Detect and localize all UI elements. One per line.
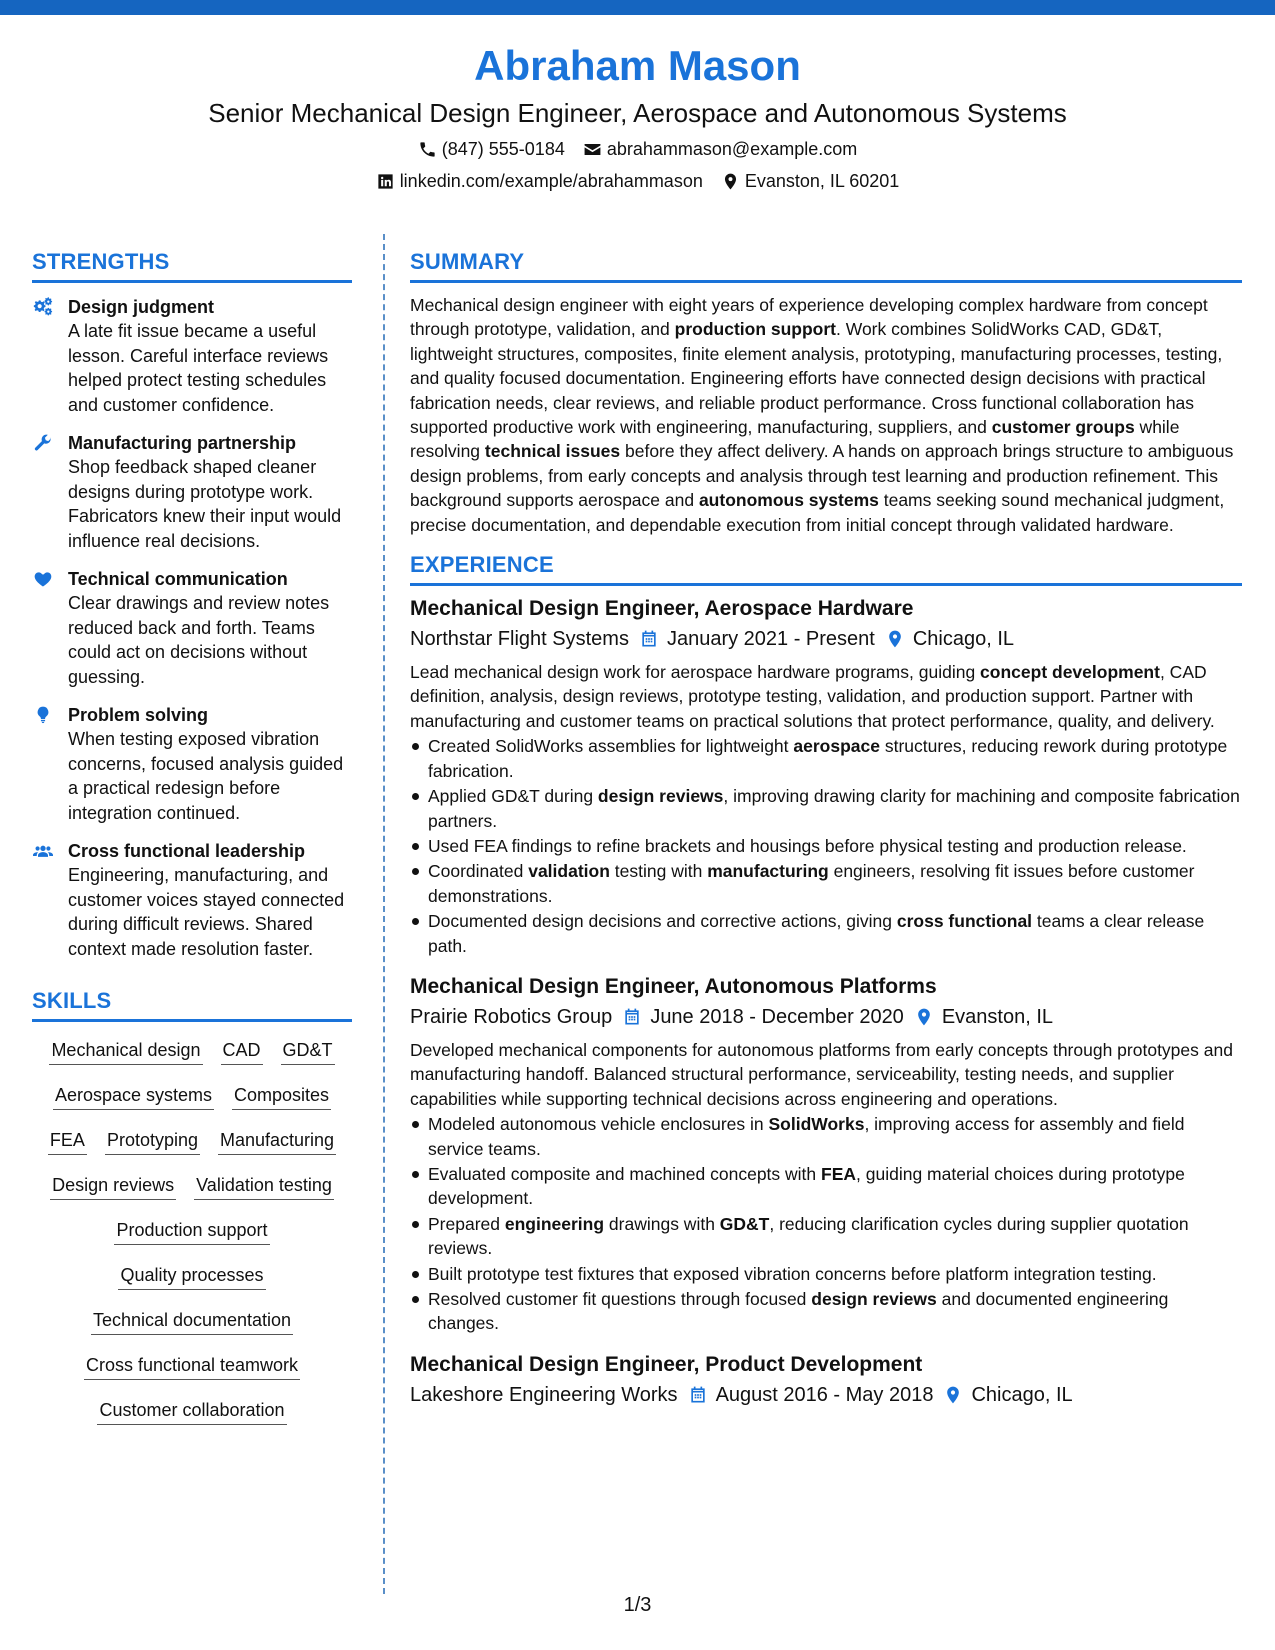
- bold-keyword: GD&T: [719, 1213, 770, 1234]
- users-icon: [32, 841, 54, 861]
- text-run: structures, reducing rework during prototype fabrication.: [428, 736, 1228, 781]
- strength-item: [32, 295, 352, 417]
- text-run: testing with: [609, 861, 708, 882]
- map-pin-icon: [885, 629, 905, 649]
- skill-tag: Customer collaboration: [97, 1398, 286, 1425]
- bold-keyword: manufacturing: [707, 861, 829, 882]
- job-dates-text: January 2021 - Present: [666, 628, 875, 651]
- location-text: Evanston, IL 60201: [744, 171, 900, 191]
- strength-body: [68, 567, 352, 689]
- text-run: Evaluated composite and machined concepts with: [428, 1163, 822, 1184]
- strength-description: A late fit issue became a useful lesson. Careful interface reviews helped protect testing schedules and customer confidence.: [68, 321, 329, 415]
- linkedin-icon: [376, 172, 395, 191]
- bold-keyword: engineering: [504, 1213, 605, 1234]
- strength-item: [32, 703, 352, 825]
- job-description: [410, 1038, 1242, 1111]
- strength-description: When testing exposed vibration concerns, focused analysis guided a practical redesign before integration continued.: [68, 729, 344, 823]
- bold-keyword: autonomous systems: [698, 490, 879, 511]
- linkedin-text[interactable]: linkedin.com/example/abrahammason: [399, 171, 703, 191]
- strength-item: [32, 431, 352, 553]
- job-bullets: [410, 734, 1242, 958]
- top-accent-bar: [0, 0, 1275, 15]
- skills-heading: SKILLS: [32, 987, 352, 1022]
- job-dates: [688, 1380, 934, 1410]
- bold-keyword: design reviews: [811, 1289, 937, 1309]
- skill-tag: GD&T: [281, 1038, 335, 1065]
- strength-title: Problem solving: [68, 705, 209, 725]
- text-run: , reducing clarification cycles during supplier quotation reviews.: [428, 1213, 1189, 1259]
- envelope-icon: [583, 140, 602, 159]
- strength-icon-wrap: [32, 567, 58, 689]
- bold-keyword: customer groups: [991, 417, 1135, 438]
- strength-item: [32, 567, 352, 689]
- linkedin-contact[interactable]: [376, 168, 703, 194]
- job-dates: [639, 624, 875, 654]
- gears-icon: [32, 297, 54, 317]
- job-title: Mechanical Design Engineer, Aerospace Hardware: [410, 597, 914, 621]
- experience-list: [410, 594, 1242, 1410]
- map-pin-icon: [914, 1007, 934, 1027]
- bullet-item: [410, 1212, 1242, 1261]
- calendar-icon: [639, 629, 659, 649]
- bullet-item: [410, 784, 1242, 833]
- strengths-heading: STRENGTHS: [32, 248, 352, 283]
- skill-tag: Technical documentation: [91, 1308, 293, 1335]
- skill-tag: Manufacturing: [218, 1128, 336, 1155]
- strengths-list: [32, 295, 352, 961]
- skills-list: [32, 1038, 352, 1425]
- location-contact: [721, 168, 899, 194]
- bullet-item: [410, 834, 1242, 858]
- job-location: [885, 624, 1014, 654]
- strength-body: [68, 431, 352, 553]
- skill-tag: CAD: [221, 1038, 263, 1065]
- calendar-icon: [622, 1007, 642, 1027]
- strength-title: Design judgment: [68, 297, 215, 317]
- skill-tag: Prototyping: [105, 1128, 200, 1155]
- summary-heading: SUMMARY: [410, 248, 1242, 283]
- email-text[interactable]: abrahammason@example.com: [606, 139, 858, 159]
- resume-header: [0, 40, 1275, 194]
- skill-tag: Aerospace systems: [53, 1083, 214, 1110]
- bold-keyword: FEA: [821, 1163, 857, 1184]
- bold-keyword: aerospace: [793, 736, 880, 757]
- text-run: teams seeking sound mechanical judgment, precise documentation, and dependable execution from initial concept through validated hardware.: [410, 490, 1225, 535]
- candidate-title: Senior Mechanical Design Engineer, Aerospace and Autonomous Systems: [208, 98, 1067, 128]
- job-dates-text: June 2018 - December 2020: [650, 1005, 904, 1028]
- text-run: , CAD definition, analysis, design reviews, prototype testing, validation, and production support. Partner with manufacturing and customer teams on practical solutions that protect performance, quality, and delivery.: [410, 662, 1215, 731]
- text-run: Created SolidWorks assemblies for lightweight: [428, 736, 794, 757]
- strength-body: [68, 703, 352, 825]
- map-pin-icon: [943, 1385, 963, 1405]
- strength-title: Technical communication: [68, 569, 288, 589]
- company-name: Lakeshore Engineering Works: [410, 1383, 678, 1406]
- text-run: Used FEA findings to refine brackets and housings before physical testing and production release.: [428, 835, 1187, 856]
- skill-tag: FEA: [48, 1128, 87, 1155]
- bold-keyword: technical issues: [484, 441, 621, 462]
- job-entry: [410, 594, 1242, 958]
- text-run: Resolved customer fit questions through focused: [428, 1289, 812, 1309]
- strength-title: Manufacturing partnership: [68, 433, 297, 453]
- skill-tag: Design reviews: [50, 1173, 176, 1200]
- strength-icon-wrap: [32, 703, 58, 825]
- company-name: Northstar Flight Systems: [410, 628, 629, 651]
- job-meta: [410, 1380, 1242, 1410]
- text-run: before they affect delivery. A hands on approach brings structure to ambiguous design problems, from early concepts and analysis through test learning and production refinement. This background supports aerospace and: [410, 441, 1234, 511]
- bullet-item: [410, 1112, 1242, 1161]
- company-name: Prairie Robotics Group: [410, 1005, 613, 1028]
- candidate-name: Abraham Mason: [474, 42, 801, 89]
- strength-icon-wrap: [32, 295, 58, 417]
- left-column: [32, 248, 352, 1425]
- bullet-item: [410, 909, 1242, 958]
- job-dates: [622, 1002, 904, 1032]
- column-divider: [383, 234, 385, 1594]
- skill-tag: Production support: [114, 1218, 269, 1245]
- wrench-icon: [32, 433, 54, 453]
- strength-body: [68, 295, 352, 417]
- right-column: [410, 248, 1242, 1410]
- bullet-item: [410, 1287, 1242, 1336]
- text-run: teams a clear release path.: [428, 911, 1205, 956]
- page-number: 1/3: [623, 1594, 652, 1616]
- heart-icon: [32, 569, 54, 589]
- strength-title: Cross functional leadership: [68, 841, 306, 861]
- text-run: Coordinated: [428, 861, 529, 882]
- phone-contact: [418, 136, 565, 162]
- job-location-text: Chicago, IL: [971, 1383, 1073, 1406]
- summary-text: [410, 293, 1242, 537]
- strength-body: [68, 839, 352, 961]
- text-run: , improving drawing clarity for machining and composite fabrication partners.: [428, 786, 1240, 831]
- text-run: Applied GD&T during: [428, 786, 598, 807]
- bold-keyword: production support: [674, 319, 837, 340]
- skill-tag: Mechanical design: [49, 1038, 202, 1065]
- job-title: Mechanical Design Engineer, Product Development: [410, 1352, 923, 1376]
- job-location: [914, 1002, 1053, 1032]
- job-meta: [410, 1002, 1242, 1032]
- bold-keyword: validation: [528, 861, 610, 882]
- text-run: . Work combines SolidWorks CAD, GD&T, lightweight structures, composites, finite element analysis, prototyping, manufacturing processes, testing, and quality focused documentation. Engineering efforts have connected design decisions with practical fabrication needs, clear reviews, and reliable product performance. Cross functional collaboration has supported productive work with engineering, manufacturing, suppliers, and: [410, 319, 1223, 438]
- bold-keyword: concept development: [980, 662, 1160, 683]
- text-run: Mechanical design engineer with eight years of experience developing complex hardware from concept through prototype, validation, and: [410, 295, 1208, 340]
- text-run: Modeled autonomous vehicle enclosures in: [428, 1114, 769, 1135]
- email-contact[interactable]: [583, 136, 857, 162]
- contact-row-1: [0, 136, 1275, 162]
- text-run: , improving access for assembly and field service teams.: [428, 1114, 1185, 1159]
- text-run: Lead mechanical design work for aerospace hardware programs, guiding: [410, 662, 981, 683]
- skill-tag: Quality processes: [118, 1263, 265, 1290]
- strength-description: Engineering, manufacturing, and customer voices stayed connected during difficult reviews. Shared context made resolution faster.: [68, 865, 345, 959]
- calendar-icon: [688, 1385, 708, 1405]
- text-run: and documented engineering changes.: [428, 1289, 1169, 1334]
- skill-tag: Cross functional teamwork: [84, 1353, 300, 1380]
- bold-keyword: design reviews: [597, 786, 724, 807]
- job-location: [943, 1380, 1072, 1410]
- text-run: Prepared: [428, 1213, 505, 1234]
- lightbulb-icon: [32, 705, 54, 725]
- text-run: Documented design decisions and corrective actions, giving: [428, 911, 897, 932]
- job-dates-text: August 2016 - May 2018: [715, 1383, 934, 1406]
- strength-icon-wrap: [32, 839, 58, 961]
- job-bullets: [410, 1112, 1242, 1336]
- map-pin-icon: [721, 172, 740, 191]
- phone-text: (847) 555-0184: [441, 139, 565, 159]
- bullet-item: [410, 734, 1242, 783]
- job-location-text: Evanston, IL: [941, 1005, 1053, 1028]
- text-run: Built prototype test fixtures that exposed vibration concerns before platform integration testing.: [428, 1263, 1157, 1284]
- text-run: engineers, resolving fit issues before customer demonstrations.: [428, 861, 1195, 906]
- contact-row-2: [0, 168, 1275, 194]
- bold-keyword: SolidWorks: [768, 1114, 865, 1135]
- strength-icon-wrap: [32, 431, 58, 553]
- skill-tag: Composites: [232, 1083, 331, 1110]
- strength-item: [32, 839, 352, 961]
- text-run: drawings with: [604, 1213, 720, 1234]
- job-title: Mechanical Design Engineer, Autonomous Platforms: [410, 974, 937, 998]
- text-run: while resolving: [410, 417, 1180, 462]
- bold-keyword: cross functional: [896, 911, 1033, 932]
- skill-tag: Validation testing: [194, 1173, 334, 1200]
- experience-heading: EXPERIENCE: [410, 551, 1242, 586]
- job-meta: [410, 624, 1242, 654]
- bullet-item: [410, 1162, 1242, 1211]
- strength-description: Shop feedback shaped cleaner designs during prototype work. Fabricators knew their input would influence real decisions.: [68, 457, 342, 551]
- text-run: Developed mechanical components for autonomous platforms from early concepts through prototypes and manufacturing handoff. Balanced structural performance, serviceability, testing needs, and supplier capabilities while supporting technical decisions across engineering and operations.: [410, 1039, 1233, 1109]
- strength-description: Clear drawings and review notes reduced back and forth. Teams could act on decisions without guessing.: [68, 593, 330, 687]
- job-entry: [410, 972, 1242, 1336]
- job-entry: [410, 1350, 1242, 1410]
- text-run: , guiding material choices during prototype development.: [428, 1163, 1185, 1209]
- job-description: [410, 660, 1242, 733]
- job-location-text: Chicago, IL: [912, 628, 1015, 651]
- bullet-item: [410, 1262, 1242, 1286]
- phone-icon: [418, 140, 437, 159]
- bullet-item: [410, 859, 1242, 908]
